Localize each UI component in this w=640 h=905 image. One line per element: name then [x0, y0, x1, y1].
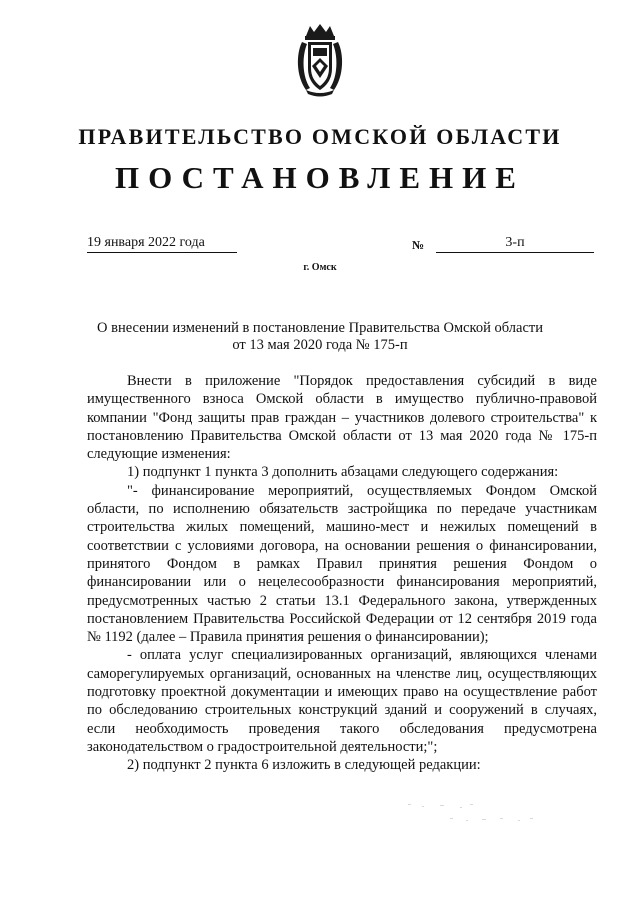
- scan-noise-decoration: [400, 802, 540, 832]
- document-number: 3-п: [436, 235, 594, 253]
- body-paragraph: 2) подпункт 2 пункта 6 изложить в следующей редакции:: [127, 757, 481, 774]
- body-paragraph: 1) подпункт 1 пункта 3 дополнить абзацами следующего содержания:: [127, 464, 559, 481]
- document-subject: [80, 320, 560, 354]
- body-paragraph: - оплата услуг специализированных организаций, являющихся членами саморегулируемых организаций, основанных на членстве лиц, осуществляющих подготовку проектной документации и имеющих право на осуществление работ по обследованию строительных конструкций зданий и сооружений в случаях, если необходимость проведения такого обследования предусмотрена законодательством о градостроительной деятельности;";: [87, 647, 597, 755]
- document-date: 19 января 2022 года: [87, 235, 237, 253]
- document-body: [87, 372, 597, 775]
- city-label: г. Омск: [303, 262, 337, 273]
- number-label: №: [412, 238, 425, 252]
- document-type-title: ПОСТАНОВЛЕНИЕ: [115, 160, 525, 195]
- subject-line-2: от 13 мая 2020 года № 175-п: [232, 337, 408, 353]
- government-title: ПРАВИТЕЛЬСТВО ОМСКОЙ ОБЛАСТИ: [78, 124, 562, 149]
- subject-line-1: О внесении изменений в постановление Правительства Омской области: [97, 320, 543, 336]
- body-paragraph: "- финансирование мероприятий, осуществляемых Фондом Омской области, по исполнению обязательств застройщика по передаче участникам строительства жилых помещений, машино-мест и нежилых помещений в соответствии с условиями договора, на основании решения о финансировании, принятого Фондом в рамках Правил принятия решения Фондом о финансировании или о нецелесообразности финансирования мероприятий, предусмотренных частью 2 статьи 13.1 Федерального закона, утвержденных постановлением Правительства Российской Федерации от 12 сентября 2019 года № 1192 (далее – Правила принятия решения о финансировании);: [87, 482, 597, 646]
- omsk-region-coat-of-arms-icon: [292, 22, 348, 98]
- body-paragraph: Внести в приложение "Порядок предоставления субсидий в виде имущественного взноса Омской области в имущество публично-правовой компании "Фонд защиты прав граждан – участников долевого строительства" к постановлению Правительства Омской области от 13 мая 2020 года № 175-п следующие изменения:: [87, 373, 597, 463]
